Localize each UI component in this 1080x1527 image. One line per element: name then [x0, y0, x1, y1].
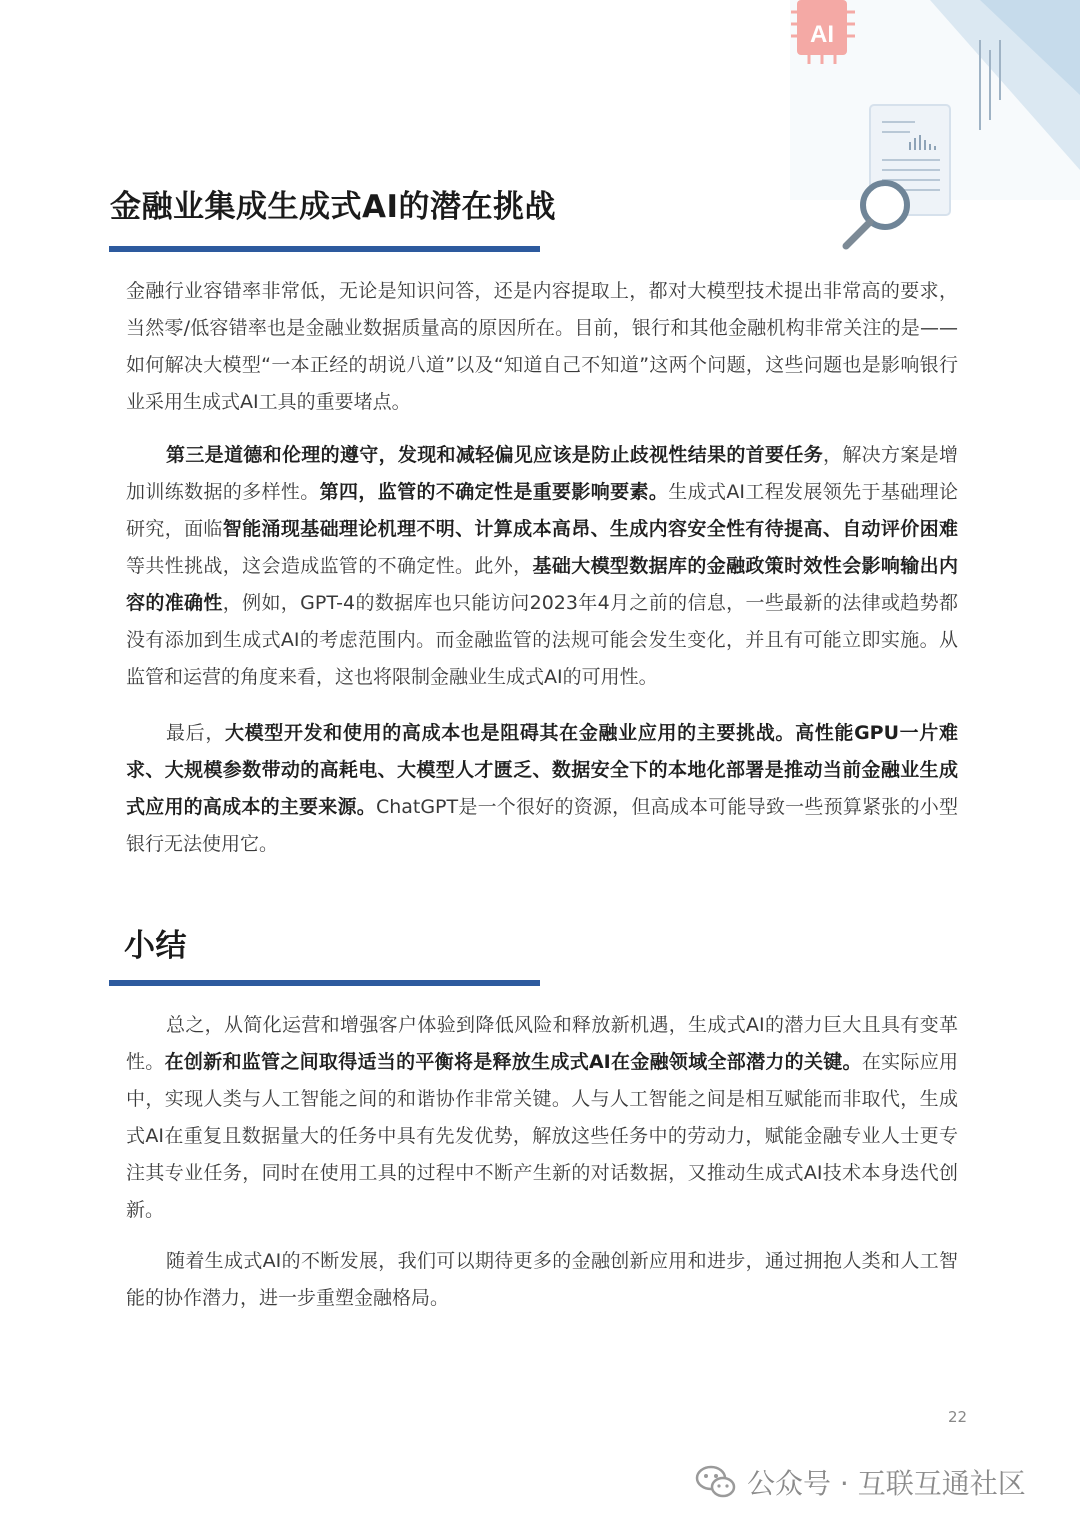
watermark-text: 公众号 · 互联互通社区	[747, 1467, 1026, 1500]
wechat-icon	[695, 1464, 737, 1500]
ai-chip-icon	[785, 0, 860, 70]
section-title: 小结	[124, 928, 187, 964]
document-magnifier-icon	[840, 100, 960, 250]
bold-text: 基础大模型数据库的金融政策时效性会影响输出内容的准确性	[126, 555, 958, 614]
bold-text: 第三是道德和伦理的遵守，发现和减轻偏见应该是防止歧视性结果的首要任务	[166, 444, 824, 466]
bold-text: 在创新和监管之间取得适当的平衡将是释放生成式AI在金融领域全部潜力的关键。	[164, 1051, 862, 1073]
paragraph: 第三是道德和伦理的遵守，发现和减轻偏见应该是防止歧视性结果的首要任务，解决方案是增加训练数据的多样性。第四，监管的不确定性是重要影响要素。生成式AI工程发展领先于基础理论研究，面临智能涌现基础理论机理不明、计算成本高昂、生成内容安全性有待提高、自动评价困难等共性挑战，这会造成监管的不确定性。此外，基础大模型数据库的金融政策时效性会影响输出内容的准确性，例如，GPT-4的数据库也只能访问2023年4月之前的信息，一些最新的法律或趋势都没有添加到生成式AI的考虑范围内。而金融监管的法规可能会发生变化，并且有可能立即实施。从监管和运营的角度来看，这也将限制金融业生成式AI的可用性。	[126, 444, 958, 688]
paragraph: 总之，从简化运营和增强客户体验到降低风险和释放新机遇，生成式AI的潜力巨大且具有变革性。在创新和监管之间取得适当的平衡将是释放生成式AI在金融领域全部潜力的关键。在实际应用中，实现人类与人工智能之间的和谐协作非常关键。人与人工智能之间是相互赋能而非取代，生成式AI在重复且数据量大的任务中具有先发优势，解放这些任务中的劳动力，赋能金融专业人士更专注其专业任务，同时在使用工具的过程中不断产生新的对话数据，又推动生成式AI技术本身迭代创新。	[126, 1014, 958, 1221]
title-underline	[109, 980, 540, 986]
bold-text: 第四，监管的不确定性是重要影响要素。	[319, 481, 669, 503]
paragraph: 随着生成式AI的不断发展，我们可以期待更多的金融创新应用和进步，通过拥抱人类和人工智能的协作潜力，进一步重塑金融格局。	[126, 1250, 958, 1309]
bold-text: 智能涌现基础理论机理不明、计算成本高昂、生成内容安全性有待提高、自动评价困难	[222, 518, 958, 540]
section-title: 金融业集成生成式AI的潜在挑战	[110, 189, 557, 225]
title-underline	[109, 246, 540, 252]
decorative-bars	[975, 40, 1005, 140]
paragraph: 金融行业容错率非常低，无论是知识问答，还是内容提取上，都对大模型技术提出非常高的要求，当然零/低容错率也是金融业数据质量高的原因所在。目前，银行和其他金融机构非常关注的是——如何解决大模型“一本正经的胡说八道”以及“知道自己不知道”这两个问题，这些问题也是影响银行业采用生成式AI工具的重要堵点。	[126, 280, 958, 413]
wechat-watermark	[695, 1462, 1026, 1502]
svg-text:AI: AI	[810, 21, 834, 48]
page-number: 22	[948, 1408, 968, 1426]
bold-text: 大模型开发和使用的高成本也是阻碍其在金融业应用的主要挑战。高性能GPU一片难求、大规模参数带动的高耗电、大模型人才匮乏、数据安全下的本地化部署是推动当前金融业生成式应用的高成本的主要来源。	[126, 722, 958, 818]
paragraph: 最后，大模型开发和使用的高成本也是阻碍其在金融业应用的主要挑战。高性能GPU一片难求、大规模参数带动的高耗电、大模型人才匮乏、数据安全下的本地化部署是推动当前金融业生成式应用的高成本的主要来源。ChatGPT是一个很好的资源，但高成本可能导致一些预算紧张的小型银行无法使用它。	[126, 722, 958, 855]
